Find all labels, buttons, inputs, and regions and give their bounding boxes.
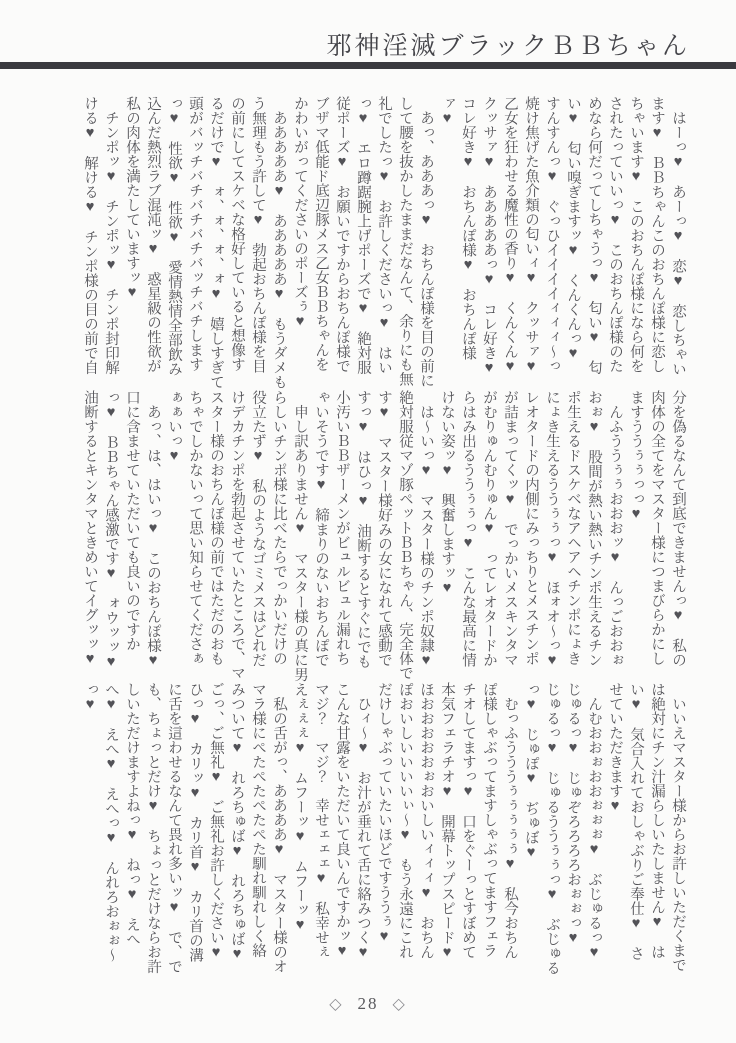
text-column: 乙女を狂わせる魔性の香り♥ くんくん♥: [502, 96, 518, 375]
text-column: す♥ マスター様好みの女になれて感動で: [376, 390, 392, 667]
text-column: ちゃでしかないって思い知らせてくださぁ: [187, 390, 203, 666]
text-column: はーっ♥ あーっ♥ 恋♥ 恋しちゃい: [670, 96, 686, 376]
text-column: 分を偽るなんて到底できませんっ♥ 私の: [670, 390, 686, 667]
text-column: へ♥ えへ♥ えへっ♥ んれろおぉぉ～: [103, 682, 119, 962]
footer-diamond-left-icon: ◇: [329, 996, 344, 1013]
page-footer: [0, 994, 736, 1014]
text-column: マラ様にぺたぺたぺたぺた馴れ馴れしく絡: [250, 682, 266, 958]
text-column: コレ好き♥ おちんぽ様♥ おちんぽ様: [460, 96, 476, 360]
text-column: レオタードの内側にみっちりとメスチンポ: [523, 390, 539, 666]
text-column: 申し訳ありません♥ マスター様の真に男: [292, 390, 308, 682]
text-column: あっ、あああっ♥ おちんぽ様を目の前に: [418, 96, 434, 388]
text-column: じゅるっ♥ じゅるううぅぅっ♥ ぶじゅる: [544, 682, 560, 975]
text-column: 従ポーズ♥ お願いですからおちんぽ様で: [334, 96, 350, 373]
text-column: の前にしてスケベな格好していると想像す: [229, 96, 245, 372]
text-column: んふううぅぅおおおッ♥ んっごおおぉ: [607, 390, 623, 667]
text-column: らはみ出るううぅぅっ♥ こんな最高に情: [460, 390, 476, 667]
text-column: に舌を這わせるなんて畏れ多いッ♥ で、で: [166, 682, 182, 974]
text-column: すんすんっ♥ ぐっひイイイイィィィ～っ: [544, 96, 560, 373]
text-column: しいただけますよねっ♥ ねっ♥ えへ: [124, 682, 140, 946]
text-column: えぇぇぇ♥ ムフーッ♥ ムフーッ♥: [292, 682, 308, 933]
text-block-bottom: [58, 682, 688, 978]
text-column: 本気フェラチオ♥ 開幕トップスピード♥: [439, 682, 455, 961]
text-column: 油断するとキンタマときめいてイグッッ♥: [82, 390, 98, 667]
text-column: して腰を抜かしたままだなんて、余りにも無: [397, 96, 413, 386]
text-column: ひィ～♥ お汁が垂れて舌に絡みつく♥: [355, 682, 371, 961]
text-column: じゅるっ♥ じゅぞろろろろおぉぉっ♥: [565, 682, 581, 946]
footer-diamond-right-icon: ◇: [392, 996, 407, 1013]
text-column: は～いっ♥ マスター様のチンポ奴隷♥: [418, 390, 434, 669]
page-number: 28: [357, 994, 379, 1013]
text-column: ます♥ ＢＢちゃんこのおちんぽ様に恋し: [649, 96, 665, 373]
text-column: 頭がバッチバチバチバチバッチバチします: [187, 96, 203, 372]
text-column: あああああ♥ あああああ♥ もうダメも: [271, 96, 287, 389]
text-column: すっ♥ はひっ♥ 油断するとすぐにでも: [355, 390, 371, 669]
text-column: ぽおいしいいいいぃ～♥ もう永遠にこれ: [397, 682, 413, 959]
text-column: ごっ、ご無礼♥ ご無礼お許しください♥: [208, 682, 224, 961]
text-column: ゃいそうです♥ 締まりのないおちんぽで: [313, 390, 329, 667]
page-title: 邪神淫滅ブラックＢＢちゃん: [326, 33, 690, 60]
text-column: 役立たず♥ 私のようなゴミメスはどれだ: [250, 390, 266, 667]
text-column: ける♥ 解ける♥ チンポ様の目の前で自: [82, 96, 98, 375]
text-block-middle: [58, 390, 688, 686]
text-column: 口に含ませていただいても良いのですか: [124, 390, 140, 651]
text-column: 肉体の全てをマスター様につまびらかにし: [649, 390, 665, 666]
text-column: せていただきます♥: [607, 682, 623, 814]
text-column: んむおおぉおおぉぉぉ♥ ぶじゅるっ♥: [586, 682, 602, 961]
text-column: ほおおおおおぉおいしいィィィ♥ おちん: [418, 682, 434, 959]
text-column: クッサァ♥ あああああっ♥ コレ好き♥: [481, 96, 497, 376]
text-column: けない姿ッ♥ 興奮しますッ♥: [439, 390, 455, 596]
text-column: ちゃいます♥ このおちんぽ様になら何を: [628, 96, 644, 373]
text-column: むっふうううぅぅぅぅぅ♥ 私今おちん: [502, 682, 518, 959]
text-column: らしいチンポ様に比べたらでっかいだけの: [271, 390, 287, 666]
text-column: がむりゅんむりゅん♥ ってレオタードか: [481, 390, 497, 667]
text-column: だけしゃぶっていたいほどですううぅ♥: [376, 682, 392, 945]
text-column: めなら何だってしちゃうっ♥ 匂い♥ 匂: [586, 96, 602, 375]
text-column: ァ♥: [439, 96, 455, 127]
text-column: っ♥ エロ蹲踞腕上げポーズで♥ 絶対服: [355, 96, 371, 375]
text-column: 焼け焦げた魚介類の匂いィ♥ クッサァ♥: [523, 96, 539, 375]
text-column: い♥ 気合入れておしゃぶりご奉仕♥ さ: [628, 682, 644, 961]
header-divider: [0, 62, 736, 69]
text-column: ブザマ低能ド底辺豚メス乙女ＢＢちゃんを: [313, 96, 329, 372]
text-column: あっ、は、はいっ♥ このおちんぽ様♥: [145, 390, 161, 669]
text-column: こんな甘露をいただいて良いんですかッ♥: [334, 682, 350, 959]
text-block-top: [58, 96, 688, 392]
text-column: ポ生えるドスケベなアヘアヘチンポにょき: [565, 390, 581, 666]
text-column: マジ？ マジ？ 幸せェェェ♥ 私幸せぇ: [313, 682, 329, 959]
text-column: 私の肉体を満たしていますッ♥: [124, 96, 140, 301]
text-column: 込んだ熱烈ラブ混沌ッ♥ 惑星級の性欲が: [145, 96, 161, 373]
text-column: にょき生えるううぅぅっ♥ ほォオ～っ♥: [544, 390, 560, 669]
text-column: い♥ 匂い嗅ぎますッ♥ くんくんっ♥: [565, 96, 581, 362]
text-column: 絶対服従マゾ豚ペットＢＢちゃん、完全体で: [397, 390, 413, 680]
text-column: っ♥ じゅぽ♥ ぢゅぼ♥: [523, 682, 539, 861]
text-column: も、ちょっとだけ♥ ちょっとだけならお許: [145, 682, 161, 974]
text-column: は絶対にチン汁漏らしいたしません♥ は: [649, 682, 665, 959]
text-column: スター様のおちんぽ様の前ではただのおも: [208, 390, 224, 666]
text-column: 小汚いＢＢザーメンがビュルビュル漏れち: [334, 390, 350, 666]
text-column: 礼でしたっ♥ お許しくださいっ♥ はい: [376, 96, 392, 375]
text-column: ますううぅぅっっ♥: [628, 390, 644, 522]
text-column: っ♥ ＢＢちゃん感激です♥ ォウッッ♥: [103, 390, 119, 670]
text-column: っ♥: [82, 682, 98, 713]
text-column: みついて♥ れろちゅば♥ れろちゅば♥: [229, 682, 245, 962]
text-column: が詰まってくッ♥ でっかいメスキンタマ: [502, 390, 518, 667]
text-column: チオしてますっ♥ 口をぐーっとすぼめて: [460, 682, 476, 959]
text-column: ひっ♥ カリッ♥ カリ首♥ カリ首の溝: [187, 682, 203, 962]
text-column: 私の舌がっ、ああああ♥ マスター様のオ: [271, 682, 287, 974]
text-column: っ♥ 性欲♥ 性欲♥ 愛情熱情全部飲み: [166, 96, 182, 376]
text-column: おぉ♥ 股間が熱い熱いチンポ生えるチン: [586, 390, 602, 667]
text-column: けデカチンポを勃起させていたところで、マ: [229, 390, 245, 680]
text-column: るだけで♥ ォ、ォ、ォ、ォ♥ 嬉しすぎて: [208, 96, 224, 389]
text-column: かわいがってくださいのポーズぅ♥: [292, 96, 308, 330]
text-column: されたっていいっ♥ このおちんぽ様のた: [607, 96, 623, 373]
text-column: ぁぁいっ♥: [166, 390, 182, 464]
text-column: いいえマスター様からお許しいただくまで: [670, 682, 686, 972]
text-column: う無理もう許して♥ 勃起おちんぽ様を目: [250, 96, 266, 373]
text-column: チンポッ♥ チンポッ♥ チンポ封印解: [103, 96, 119, 375]
text-column: ぽ様しゃぶってますしゃぶってますフェラ: [481, 682, 497, 958]
